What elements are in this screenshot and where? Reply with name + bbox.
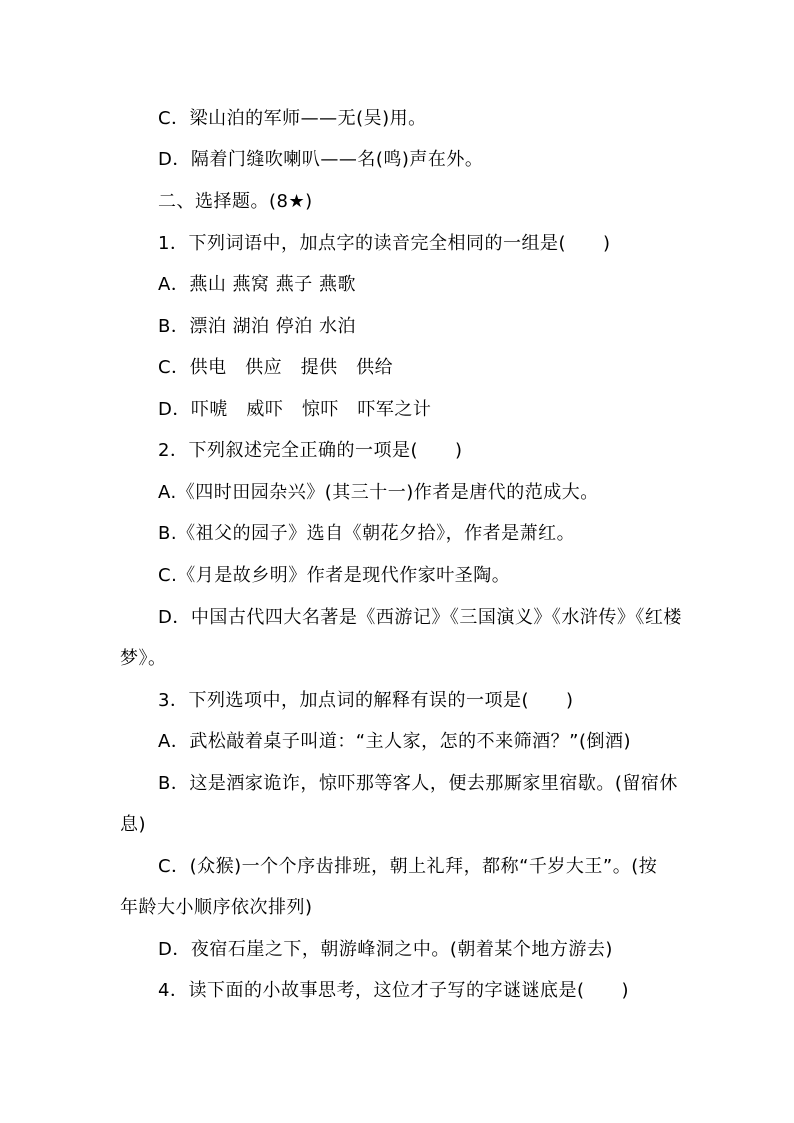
question-1-option-b: B．漂泊 湖泊 停泊 水泊 xyxy=(158,316,357,337)
question-2-option-d: D．中国古代四大名著是《西游记》《三国演义》《水浒传》《红楼 xyxy=(158,607,682,628)
text-line: C．梁山泊的军师——无(吴)用。 xyxy=(158,108,427,129)
question-3-option-a: A．武松敲着桌子叫道：“主人家，怎的不来筛酒？”(倒酒) xyxy=(158,731,632,752)
question-1-option-d: D．吓唬 威吓 惊吓 吓军之计 xyxy=(158,399,432,420)
question-3-option-d: D．夜宿石崖之下，朝游峰洞之中。(朝着某个地方游去) xyxy=(158,939,613,960)
question-3: 3．下列选项中，加点词的解释有误的一项是( ) xyxy=(158,690,574,711)
question-2: 2．下列叙述完全正确的一项是( ) xyxy=(158,440,463,461)
section-heading: 二、选择题。(8★) xyxy=(158,191,313,212)
question-1-option-c: C．供电 供应 提供 供给 xyxy=(158,357,394,378)
question-2-option-a: A.《四时田园杂兴》(其三十一)作者是唐代的范成大。 xyxy=(158,482,599,503)
question-3-option-c-cont: 年龄大小顺序依次排列) xyxy=(120,897,313,918)
question-3-option-b: B．这是酒家诡诈，惊吓那等客人，便去那厮家里宿歇。(留宿休 xyxy=(158,773,678,794)
question-1-option-a: A．燕山 燕窝 燕子 燕歌 xyxy=(158,274,356,295)
question-2-option-c: C.《月是故乡明》作者是现代作家叶圣陶。 xyxy=(158,565,511,586)
question-2-option-b: B.《祖父的园子》选自《朝花夕拾》，作者是萧红。 xyxy=(158,523,576,544)
text-line: D．隔着门缝吹喇叭——名(鸣)声在外。 xyxy=(158,149,484,170)
question-4: 4．读下面的小故事思考，这位才子写的字谜谜底是( ) xyxy=(158,980,629,1001)
question-3-option-c: C．(众猴)一个个序齿排班，朝上礼拜，都称“千岁大王”。(按 xyxy=(158,856,658,877)
question-3-option-b-cont: 息) xyxy=(120,814,147,835)
question-2-option-d-cont: 梦》。 xyxy=(120,648,167,669)
question-1: 1．下列词语中，加点字的读音完全相同的一组是( ) xyxy=(158,233,611,254)
